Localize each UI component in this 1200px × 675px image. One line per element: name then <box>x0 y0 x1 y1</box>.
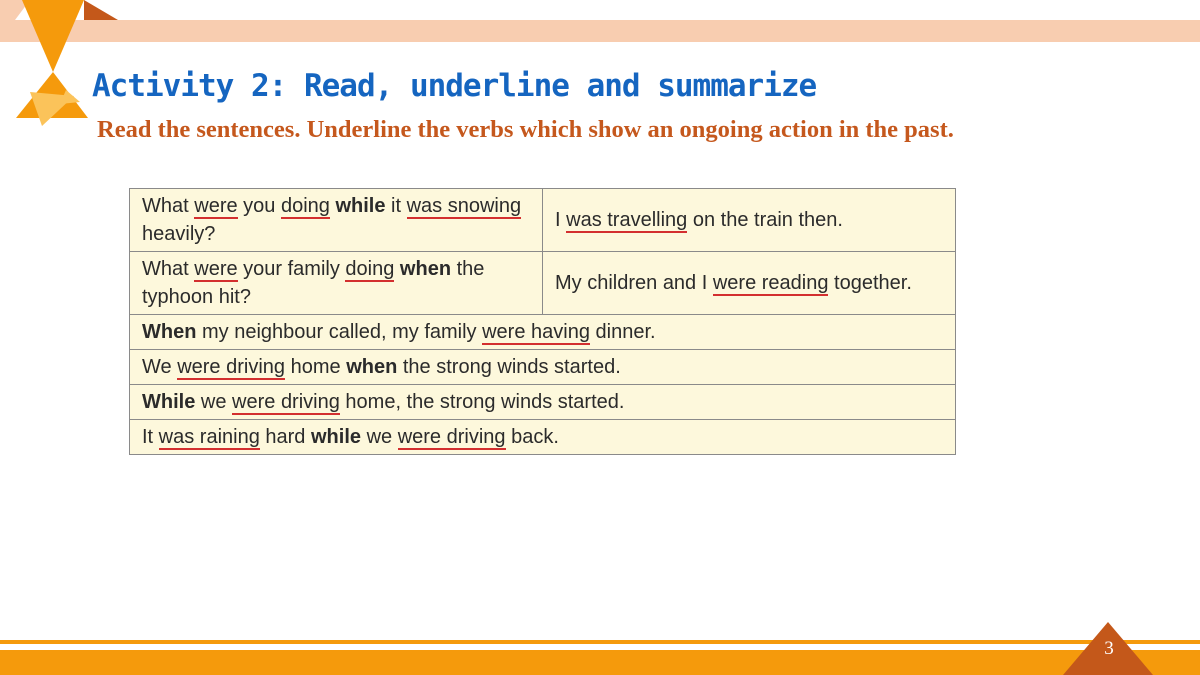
sentence-text: together. <box>828 272 912 294</box>
sentence-text: it <box>385 195 407 217</box>
table-row <box>130 350 956 385</box>
sentence-text: the typhoon hit? <box>142 258 485 308</box>
sentence-text: What <box>142 258 195 280</box>
table-row <box>130 189 956 252</box>
underlined-verb: were having <box>482 321 590 343</box>
underlined-verb: were <box>194 195 238 217</box>
table-cell <box>130 385 956 420</box>
table-cell <box>130 252 543 315</box>
underlined-verb: was raining <box>158 426 260 448</box>
sentence-text: home <box>285 356 347 378</box>
table-cell <box>130 350 956 385</box>
sentence-text: my neighbour called, my family <box>196 321 483 343</box>
underlined-verb: were driving <box>177 356 286 378</box>
sentence-table <box>129 188 956 455</box>
sentence-text: we <box>361 426 398 448</box>
table-cell <box>543 252 956 315</box>
sentence-text: we <box>195 391 233 413</box>
underlined-verb: were <box>194 258 238 280</box>
sentence-text: back. <box>505 426 559 448</box>
page-number: 3 <box>1104 638 1114 659</box>
sentence-text: you <box>237 195 281 217</box>
sentence-text: dinner. <box>589 321 656 343</box>
sentence-text: What <box>142 195 195 217</box>
bold-keyword: When <box>142 321 197 343</box>
footer-line <box>0 640 1200 644</box>
sentence-text: My children and I <box>555 272 713 294</box>
sentence-text: hard <box>259 426 311 448</box>
underlined-verb: were reading <box>712 272 829 294</box>
underlined-verb: were driving <box>397 426 506 448</box>
table-cell <box>543 189 956 252</box>
table-cell <box>130 315 956 350</box>
sentence-text: your family <box>237 258 346 280</box>
table-row <box>130 420 956 455</box>
bold-keyword: while <box>311 426 362 448</box>
bold-keyword: While <box>142 391 196 413</box>
table-cell <box>130 189 543 252</box>
underlined-verb: was travelling <box>566 209 688 231</box>
table-row <box>130 385 956 420</box>
bold-keyword: while <box>335 195 386 217</box>
bold-keyword: when <box>399 258 452 280</box>
table-row <box>130 315 956 350</box>
sentence-text: heavily? <box>142 223 216 245</box>
bold-keyword: when <box>346 356 398 378</box>
sentence-text: It <box>142 426 159 448</box>
footer-band <box>0 650 1200 675</box>
slide-title: Activity 2: Read, underline and summarize <box>92 68 817 104</box>
underlined-verb: doing <box>280 195 330 217</box>
underlined-verb: was snowing <box>406 195 522 217</box>
sentence-text: the strong winds started. <box>397 356 621 378</box>
underlined-verb: were driving <box>232 391 340 413</box>
sentence-text: We <box>142 356 178 378</box>
sentence-text: I <box>555 209 567 231</box>
sentence-text: home, the strong winds started. <box>339 391 625 413</box>
top-band <box>0 20 1200 42</box>
instruction-text: Read the sentences. Underline the verbs which show an ongoing action in the past. <box>97 116 954 143</box>
sentence-table-body <box>130 189 956 455</box>
table-row <box>130 252 956 315</box>
table-cell <box>130 420 956 455</box>
underlined-verb: doing <box>345 258 395 280</box>
sentence-text: on the train then. <box>687 209 843 231</box>
